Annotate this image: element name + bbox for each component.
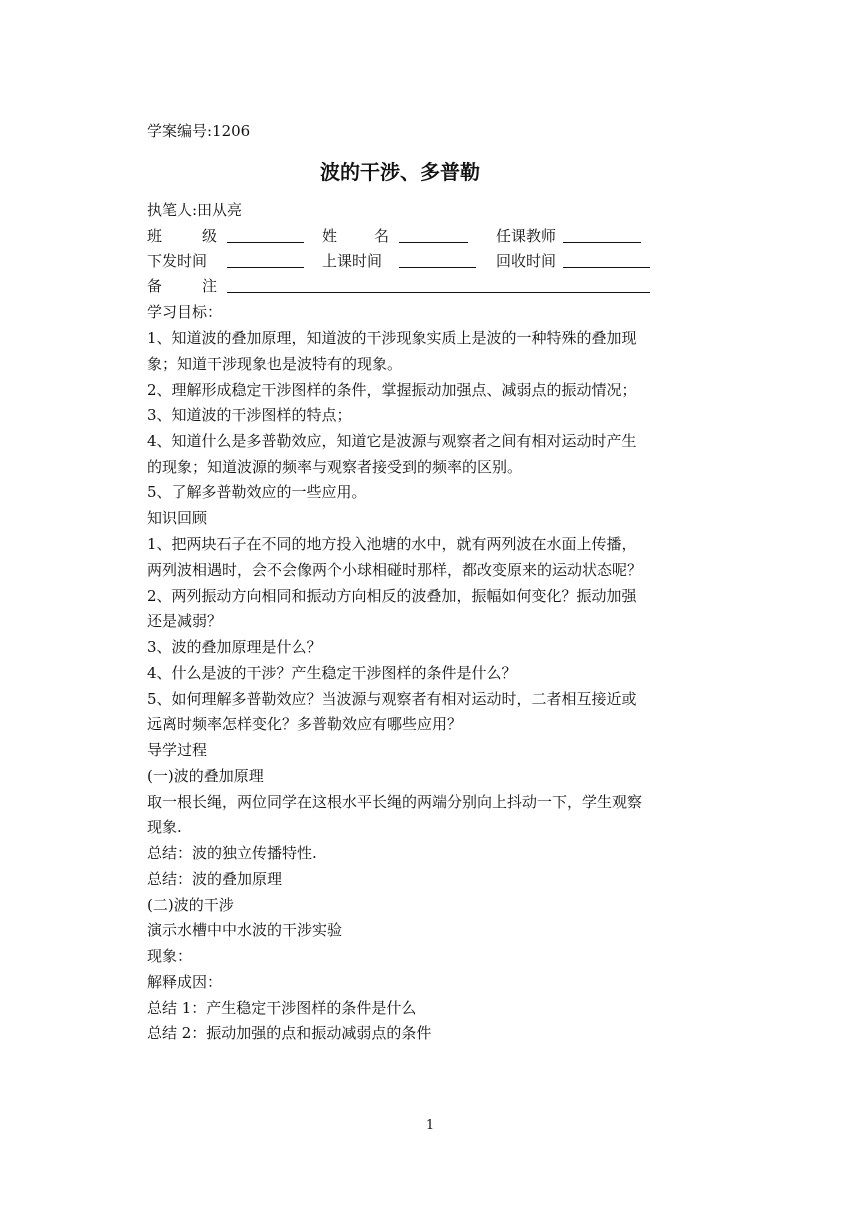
text-line: 2、两列振动方向相同和振动方向相反的波叠加，振幅如何变化？振动加强 [147, 587, 637, 605]
class-label-a: 班 [147, 227, 163, 245]
text-line: 4、什么是波的干涉？产生稳定干涉图样的条件是什么？ [147, 664, 517, 682]
page-title: 波的干涉、多普勒 [320, 160, 480, 184]
collect-time-label: 回收时间 [496, 252, 557, 270]
text-line: 5、了解多普勒效应的一些应用。 [147, 483, 367, 501]
subsection-heading: (二)波的干涉 [147, 896, 234, 914]
text-line: 3、知道波的干涉图样的特点； [147, 406, 352, 424]
text-line: 远离时频率怎样变化？多普勒效应有哪些应用？ [147, 715, 463, 733]
text-line: 取一根长绳，两位同学在这根水平长绳的两端分别向上抖动一下，学生观察 [147, 793, 643, 811]
section-heading: 知识回顾 [147, 509, 208, 527]
author-line: 执笔人:田从亮 [147, 201, 243, 219]
note-blank[interactable] [227, 277, 650, 293]
text-line: 两列波相遇时，会不会像两个小球相碰时那样，都改变原来的运动状态呢？ [147, 561, 643, 579]
text-line: 4、知道什么是多普勒效应，知道它是波源与观察者之间有相对运动时产生 [147, 432, 637, 450]
doc-number: 学案编号:1206 [147, 122, 251, 140]
text-line: 现象： [147, 947, 193, 965]
teacher-blank[interactable] [563, 227, 641, 243]
text-line: 现象. [147, 818, 182, 836]
teacher-label: 任课教师 [496, 227, 557, 245]
collect-time-blank[interactable] [563, 252, 650, 268]
text-line: 象；知道干涉现象也是波特有的现象。 [147, 355, 403, 373]
issue-time-blank[interactable] [227, 252, 304, 268]
text-line: 5、如何理解多普勒效应？当波源与观察者有相对运动时，二者相互接近或 [147, 690, 637, 708]
text-line: 总结：波的叠加原理 [147, 870, 283, 888]
issue-time-label: 下发时间 [147, 252, 208, 270]
text-line: 还是减弱？ [147, 612, 223, 630]
subsection-heading: (一)波的叠加原理 [147, 767, 264, 785]
text-line: 总结 2：振动加强的点和振动减弱点的条件 [147, 1024, 432, 1042]
text-line: 演示水槽中中水波的干涉实验 [147, 921, 343, 939]
name-label-a: 姓 [322, 227, 338, 245]
section-heading: 导学过程 [147, 741, 208, 759]
text-line: 总结 1：产生稳定干涉图样的条件是什么 [147, 999, 417, 1017]
text-line: 1、把两块石子在不同的地方投入池塘的水中，就有两列波在水面上传播， [147, 535, 637, 553]
class-time-blank[interactable] [399, 252, 476, 268]
class-label-b: 级 [202, 227, 218, 245]
text-line: 解释成因： [147, 973, 223, 991]
note-label-a: 备 [147, 277, 163, 295]
text-line: 3、波的叠加原理是什么？ [147, 638, 322, 656]
text-line: 学习目标： [147, 303, 223, 321]
name-label-b: 名 [374, 227, 390, 245]
class-blank[interactable] [227, 227, 304, 243]
text-line: 1、知道波的叠加原理，知道波的干涉现象实质上是波的一种特殊的叠加现 [147, 329, 637, 347]
class-time-label: 上课时间 [322, 252, 383, 270]
name-blank[interactable] [399, 227, 468, 243]
note-label-b: 注 [202, 277, 218, 295]
text-line: 2、理解形成稳定干涉图样的条件，掌握振动加强点、减弱点的振动情况； [147, 381, 637, 399]
text-line: 的现象；知道波源的频率与观察者接受到的频率的区别。 [147, 458, 523, 476]
text-line: 总结：波的独立传播特性. [147, 844, 317, 862]
page-number: 1 [425, 1118, 435, 1133]
